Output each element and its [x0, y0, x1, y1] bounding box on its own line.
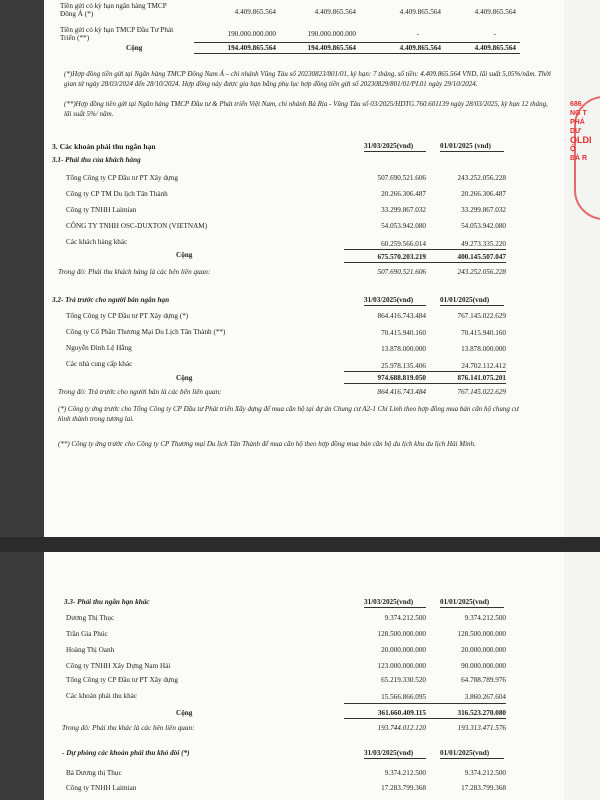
- sub3-row4-v2: 90.000.000.000: [461, 662, 506, 670]
- sub1-row4-v1: 54.053.942.080: [381, 222, 426, 230]
- sub3-total-line: [344, 703, 506, 704]
- sub3-row5-v2: 64.788.789.976: [461, 676, 506, 684]
- sub1-total-v2: 400.145.507.047: [457, 253, 506, 261]
- sub3-row5-name: Tổng Công ty CP Đầu tư PT Xây dựng: [66, 676, 179, 684]
- sub3-total-v1: 361.660.409.115: [377, 709, 426, 717]
- sub2-row4-v1: 25.978.135.406: [381, 362, 426, 370]
- sub2-col1-header: 31/03/2025(vnd): [364, 296, 414, 304]
- top-row1-label1: Tiền gửi có kỳ hạn ngân hàng TMCP: [60, 2, 167, 10]
- sub1-row1-v1: 507.690.521.606: [377, 174, 426, 182]
- sub3-row2-v2: 128.500.000.000: [457, 630, 506, 638]
- sub1-row3-v2: 33.299.867.032: [461, 206, 506, 214]
- sub3-row6-name: Các khoản phải thu khác: [66, 692, 138, 700]
- top-row2-d: -: [493, 30, 496, 38]
- s3-col1-underline: [364, 151, 426, 152]
- top-total-label: Cộng: [126, 44, 143, 52]
- document-page-2: [44, 552, 564, 800]
- document-page-1: [44, 0, 564, 537]
- sub4-row1-name: Bà Dương thị Thục: [66, 769, 122, 777]
- sub2-row3-name: Nguyễn Đình Lệ Hằng: [66, 344, 132, 352]
- sub3-col2-header: 01/01/2025(vnd): [440, 598, 490, 606]
- sub3-row1-v1: 9.374.212.500: [384, 614, 426, 622]
- sub1-row1-v2: 243.252.056.228: [457, 174, 506, 182]
- stamp-text-7: BÀ R: [570, 155, 588, 162]
- sub1-row5-v2: 49.273.335.220: [461, 240, 506, 248]
- stamp-text-3: PHÁ: [570, 119, 585, 126]
- sub4-row2-name: Công ty TNHH Laimian: [66, 784, 137, 792]
- sub2-total-label: Cộng: [176, 374, 193, 382]
- sub2-row2-v1: 70.415.940.160: [381, 329, 426, 337]
- sub2-note-1: (*) Công ty ứng trước cho Tổng Công ty CP Đầu tư Phát triển Xây dựng để mua căn hộ tại dự án Chung cư A2-1 Chí Linh theo hợp đồng mua bán căn hộ chung cư hình thành trong tương lai.: [58, 405, 519, 423]
- sub2-total-v2: 876.141.075.201: [457, 374, 506, 382]
- top-total-line: [194, 42, 520, 43]
- sub2-related-v2: 767.145.022.629: [457, 388, 506, 396]
- sub2-col1-underline: [364, 305, 426, 306]
- stamp-text-2: NG T: [570, 110, 587, 117]
- s3-col1-header: 31/03/2025(vnd): [364, 142, 414, 150]
- sub2-note-2: (**) Công ty ứng trước cho Công ty CP Thương mại Du lịch Tân Thành để mua căn hộ theo hợp đồng mua bán căn hộ du lịch khu du lịch Hải Minh.: [58, 440, 476, 448]
- sub3-row6-v2: 3.860.267.604: [464, 693, 506, 701]
- sub1-row2-v2: 20.266.306.487: [461, 190, 506, 198]
- stamp-text-5: OLDI: [570, 135, 592, 145]
- sub3-related-v1: 193.744.012.120: [377, 724, 426, 732]
- sub4-col1-underline: [364, 758, 426, 759]
- sub2-title: 3.2- Trả trước cho người bán ngắn hạn: [52, 296, 170, 304]
- sub4-title: - Dự phòng các khoản phải thu khó đòi (*): [62, 749, 190, 757]
- sub3-row2-v1: 128.500.000.000: [377, 630, 426, 638]
- sub1-total-v1: 675.570.203.219: [377, 253, 426, 261]
- top-row1-label2: Đông Á (*): [60, 10, 94, 18]
- sub1-related-v2: 243.252.056.228: [457, 268, 506, 276]
- sub1-row3-name: Công ty TNHH Laimian: [66, 206, 137, 214]
- stamp-text-1: 686: [570, 101, 582, 108]
- sub3-related-v2: 193.313.471.576: [457, 724, 506, 732]
- sub2-row1-name: Tổng Công ty CP Đầu tư PT Xây dựng (*): [66, 312, 189, 320]
- sub4-col1-header: 31/03/2025(vnd): [364, 749, 414, 757]
- left-margin: [0, 0, 44, 800]
- page-gap: [0, 537, 600, 552]
- sub3-total-label: Cộng: [176, 709, 193, 717]
- sub4-row2-v2: 17.283.799.368: [461, 784, 506, 792]
- top-row2-label2: Triển (**): [60, 34, 90, 42]
- sub1-row5-name: Các khách hàng khác: [66, 238, 128, 246]
- stamp-text-4: DƯ: [570, 128, 581, 135]
- sub3-row3-v1: 20.000.000.000: [381, 646, 426, 654]
- sub3-col1-header: 31/03/2025(vnd): [364, 598, 414, 606]
- sub1-row1-name: Tổng Công ty CP Đầu tư PT Xây dựng: [66, 174, 179, 182]
- s3-col2-header: 01/01/2025 (vnd): [440, 142, 491, 150]
- sub2-col2-underline: [440, 305, 504, 306]
- sub1-title: 3.1- Phải thu của khách hàng: [52, 156, 141, 164]
- note-deposit-2: (**)Hợp đồng tiền gửi tại Ngân hàng TMCP Đầu tư & Phát triển Việt Nam, chi nhánh Bà Rịa - Vũng Tàu số 03/2025/HDTG.760.601139 ngày 28/03/2025, kỳ hạn 12 tháng, lãi suất 5%/ năm.: [64, 100, 548, 118]
- top-total-c: 4.409.865.564: [399, 44, 441, 52]
- sub3-row1-v2: 9.374.212.500: [464, 614, 506, 622]
- top-total-d: 4.409.865.564: [474, 44, 516, 52]
- top-total-a: 194.409.865.564: [227, 44, 276, 52]
- top-row1-a: 4.409.865.564: [234, 8, 276, 16]
- top-total-b: 194.409.865.564: [307, 44, 356, 52]
- sub3-row4-v1: 123.000.000.000: [377, 662, 426, 670]
- sub3-row5-v1: 65.219.330.520: [381, 676, 426, 684]
- sub3-col1-underline: [364, 607, 426, 608]
- sub3-total-v2: 316.523.270.080: [457, 709, 506, 717]
- sub3-col2-underline: [440, 607, 504, 608]
- sub1-total-line: [344, 249, 506, 250]
- sub2-related-v1: 864.416.743.484: [377, 388, 426, 396]
- sub3-row1-name: Dương Thị Thục: [66, 614, 115, 622]
- sub3-related-label: Trong đó: Phải thu khác là các bên liên quan:: [62, 724, 195, 732]
- sub3-row6-v1: 15.566.866.095: [381, 693, 426, 701]
- sub2-total-v1: 974.688.819.050: [377, 374, 426, 382]
- sub1-row5-v1: 60.259.566.014: [381, 240, 426, 248]
- sub2-row2-v2: 70.415.940.160: [461, 329, 506, 337]
- top-row2-b: 190.000.000.000: [307, 30, 356, 38]
- top-row1-b: 4.409.865.564: [314, 8, 356, 16]
- sub2-total-line: [344, 371, 506, 372]
- sub1-row3-v1: 33.299.867.032: [381, 206, 426, 214]
- sub3-row4-name: Công ty TNHH Xây Dựng Nam Hải: [66, 662, 171, 670]
- top-row2-a: 190.000.000.000: [227, 30, 276, 38]
- sub4-row2-v1: 17.283.799.368: [381, 784, 426, 792]
- section-title: 3. Các khoản phải thu ngắn hạn: [52, 142, 156, 151]
- sub2-row2-name: Công ty Cổ Phần Thương Mại Du Lịch Tân Thành (**): [66, 328, 226, 336]
- sub2-row4-name: Các nhà cung cấp khác: [66, 360, 133, 368]
- sub2-row1-v1: 864.416.743.484: [377, 312, 426, 320]
- sub3-title: 3.3- Phải thu ngắn hạn khác: [64, 598, 150, 606]
- sub1-row4-v2: 54.053.942.080: [461, 222, 506, 230]
- sub2-row3-v1: 13.878.000.000: [381, 345, 426, 353]
- sub1-related-v1: 507.690.521.606: [377, 268, 426, 276]
- sub2-row3-v2: 13.878.000.000: [461, 345, 506, 353]
- top-total-underline: [194, 53, 520, 54]
- note-deposit-1: (*)Hợp đồng tiền gửi tại Ngân hàng TMCP Đông Nam Á – chi nhánh Vũng Tàu số 20230823/801/01, kỳ hạn: 7 tháng, số tiền: 4.409.865.564 VND, lãi suất 5,05%/năm. Thời gian từ ngày 28/03/2024 đến 28/10/2024. Hợp đồng này được gia hạn bằng phụ lục hợp đồng tiền gửi số 20230829/801/01/PL01 ngày 29/10/2024.: [64, 70, 551, 88]
- sub2-total-underline: [344, 383, 506, 384]
- stamp-text-6: Ộ: [570, 146, 576, 153]
- sub2-related-label: Trong đó: Trả trước cho người bán là các bên liên quan:: [58, 388, 222, 396]
- top-row1-c: 4.409.865.564: [399, 8, 441, 16]
- sub1-row2-v1: 20.266.306.487: [381, 190, 426, 198]
- sub1-total-underline: [344, 262, 506, 263]
- sub4-col2-underline: [440, 758, 504, 759]
- sub3-row3-v2: 20.000.000.000: [461, 646, 506, 654]
- sub4-row1-v1: 9.374.212.500: [384, 769, 426, 777]
- company-stamp: [570, 100, 600, 210]
- sub2-col2-header: 01/01/2025(vnd): [440, 296, 490, 304]
- sub1-total-label: Cộng: [176, 251, 193, 259]
- sub1-row4-name: CÔNG TY TNHH OSC-DUXTON (VIETNAM): [66, 222, 208, 230]
- top-row2-c: -: [416, 30, 419, 38]
- sub4-row1-v2: 9.374.212.500: [464, 769, 506, 777]
- s3-col2-underline: [440, 151, 504, 152]
- sub1-related-label: Trong đó: Phải thu khách hàng là các bên liên quan:: [58, 268, 211, 276]
- sub3-row2-name: Trần Gia Phúc: [66, 630, 108, 638]
- sub4-col2-header: 01/01/2025(vnd): [440, 749, 490, 757]
- sub3-row3-name: Hoàng Thị Oanh: [66, 646, 115, 654]
- sub3-total-underline: [344, 718, 506, 719]
- sub1-row2-name: Công ty CP TM Du lịch Tân Thành: [66, 190, 168, 198]
- top-row2-label1: Tiền gửi có kỳ hạn TMCP Đầu Tư Phát: [60, 26, 174, 34]
- top-row1-d: 4.409.865.564: [474, 8, 516, 16]
- sub2-row1-v2: 767.145.022.629: [457, 312, 506, 320]
- sub2-row4-v2: 24.702.112.412: [461, 362, 506, 370]
